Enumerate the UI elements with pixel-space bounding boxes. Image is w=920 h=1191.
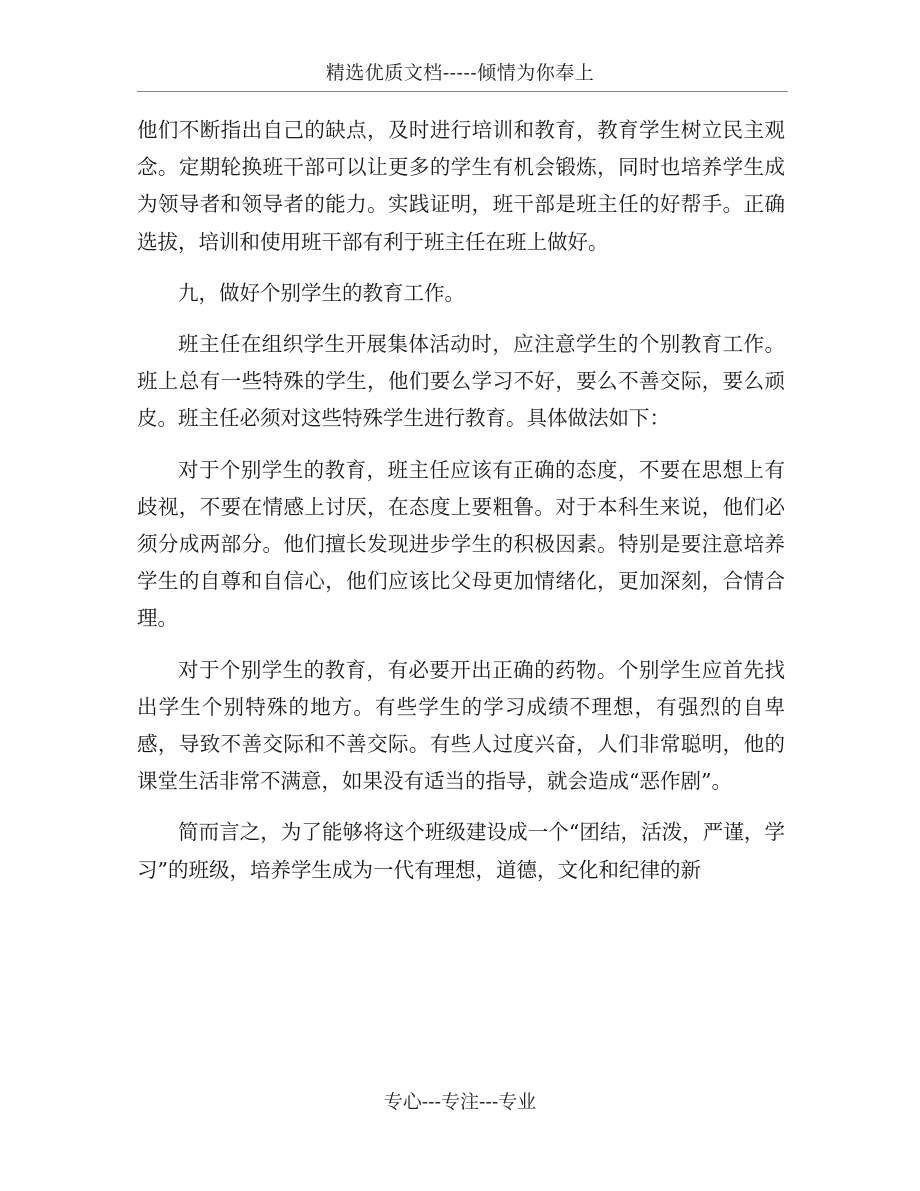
paragraph-4: 对于个别学生的教育，班主任应该有正确的态度，不要在思想上有歧视，不要在情感上讨厌，在态度上要粗鲁。对于本科生来说，他们必须分成两部分。他们擅长发现进步学生的积极因素。特别是要注意培养学生的自尊和自信心，他们应该比父母更加情绪化，更加深刻，合情合理。 [137,457,785,631]
document-body [137,112,785,903]
page-footer: 专心---专注---专业 [383,1091,537,1113]
paragraph-5: 对于个别学生的教育，有必要开出正确的药物。个别学生应首先找出学生个别特殊的地方。有些学生的学习成绩不理想，有强烈的自卑感，导致不善交际和不善交际。有些人过度兴奋，人们非常聪明，他的课堂生活非常不满意，如果没有适当的指导，就会造成“恶作剧”。 [137,657,785,794]
paragraph-6: 简而言之，为了能够将这个班级建设成一个“团结，活泼，严谨，学习”的班级，培养学生成为一代有理想，道德，文化和纪律的新 [137,820,785,882]
page-header: 精选优质文档-----倾情为你奉上 [325,62,595,84]
paragraph-1: 他们不断指出自己的缺点，及时进行培训和教育，教育学生树立民主观念。定期轮换班干部可以让更多的学生有机会锻炼，同时也培养学生成为领导者和领导者的能力。实践证明，班干部是班主任的好帮手。正确选拔，培训和使用班干部有利于班主任在班上做好。 [137,118,785,254]
paragraph-3: 班主任在组织学生开展集体活动时，应注意学生的个别教育工作。班上总有一些特殊的学生，他们要么学习不好，要么不善交际，要么顽皮。班主任必须对这些特殊学生进行教育。具体做法如下： [137,332,785,431]
header-divider [137,91,788,92]
section-heading-9: 九，做好个别学生的教育工作。 [178,280,465,305]
